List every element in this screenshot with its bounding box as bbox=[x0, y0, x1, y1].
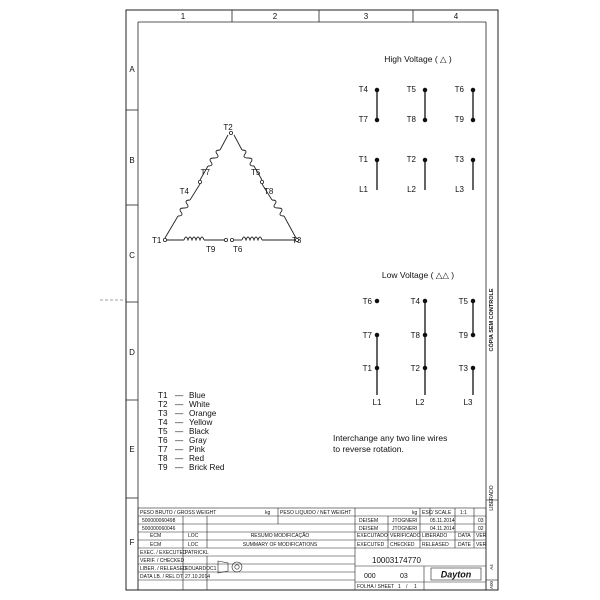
legend-color: Brick Red bbox=[189, 463, 225, 472]
legend-color: Pink bbox=[189, 445, 205, 454]
hv-label-t2: T2 bbox=[406, 155, 416, 164]
checked-header-en: CHECKED bbox=[390, 542, 415, 548]
gross-weight-unit: kg bbox=[265, 510, 271, 516]
side-text-a4: A4 bbox=[489, 564, 494, 570]
row-label-d: D bbox=[129, 348, 135, 357]
loc-header: LOC bbox=[188, 533, 199, 539]
executed-by-2: DEISEM bbox=[359, 526, 379, 532]
column-label-1: 1 bbox=[180, 12, 186, 21]
date-header-en: DATE bbox=[458, 542, 471, 548]
legend-dash: — bbox=[175, 391, 184, 400]
ecm-header: ECM bbox=[150, 533, 162, 539]
delta-label-t4: T4 bbox=[179, 187, 189, 196]
scale-esc-label: ESC bbox=[422, 510, 433, 516]
hv-label-t4: T4 bbox=[358, 85, 368, 94]
checked-header: VERIFICADO bbox=[390, 533, 421, 539]
sheet-label: FOLHA / SHEET bbox=[357, 584, 395, 590]
delta-label-t6: T6 bbox=[233, 245, 243, 254]
delta-label-t7: T7 bbox=[200, 168, 210, 177]
legend-color: White bbox=[189, 400, 210, 409]
row-label-b: B bbox=[129, 156, 135, 165]
lv-label-l1: L1 bbox=[372, 398, 382, 407]
legend-color: Gray bbox=[189, 436, 207, 445]
version-header: VER bbox=[476, 533, 487, 539]
lv-label-t8: T8 bbox=[410, 331, 420, 340]
color-legend bbox=[158, 391, 225, 472]
rev-date-1: 05.11.2014 bbox=[430, 518, 455, 524]
scale-value: 1:1 bbox=[460, 510, 467, 516]
legend-color: Orange bbox=[189, 409, 217, 418]
executed-header-en: EXECUTED bbox=[357, 542, 385, 548]
lv-label-t9: T9 bbox=[458, 331, 468, 340]
legend-color: Black bbox=[189, 427, 210, 436]
side-text-a00: A00 bbox=[489, 580, 494, 590]
legend-dash: — bbox=[175, 463, 184, 472]
legend-color: Yellow bbox=[189, 418, 213, 427]
delta-label-t3: T3 bbox=[292, 236, 302, 245]
high-voltage-diagram bbox=[375, 88, 474, 190]
column-label-3: 3 bbox=[363, 12, 369, 21]
hv-label-t9: T9 bbox=[454, 115, 464, 124]
loc-header-en: LOC bbox=[188, 542, 199, 548]
released-label: LIBER. / RELEASED bbox=[140, 566, 187, 572]
net-weight-unit: kg bbox=[412, 510, 418, 516]
legend-dash: — bbox=[175, 409, 184, 418]
summary-header-en: SUMMARY OF MODIFICATIONS bbox=[242, 542, 318, 548]
legend-terminal: T3 bbox=[158, 409, 168, 418]
legend-terminal: T6 bbox=[158, 436, 168, 445]
hv-label-t8: T8 bbox=[406, 115, 416, 124]
sheet-separator: / bbox=[406, 584, 408, 590]
released-header: LIBERADO bbox=[422, 533, 448, 539]
sheet-number: 1 bbox=[398, 584, 401, 590]
row-label-c: C bbox=[129, 251, 135, 260]
lv-label-t2: T2 bbox=[410, 364, 420, 373]
hv-label-t3: T3 bbox=[454, 155, 464, 164]
legend-terminal: T2 bbox=[158, 400, 168, 409]
legend-terminal: T9 bbox=[158, 463, 168, 472]
ecm-header-en: ECM bbox=[150, 542, 162, 548]
side-text-copy: CÓPIA SEM CONTROLE bbox=[489, 288, 495, 352]
checked-by-1: JTOGNERI bbox=[392, 518, 418, 524]
rev-version-1: 03 bbox=[478, 518, 484, 524]
column-label-2: 2 bbox=[272, 12, 278, 21]
net-weight-label: PESO LIQUIDO / NET WEIGHT bbox=[280, 510, 352, 516]
hv-label-l1: L1 bbox=[359, 185, 368, 194]
row-label-f: F bbox=[129, 538, 135, 547]
ecm-number-1: 500000060498 bbox=[142, 518, 176, 524]
checked-by-2: JTOGNERI bbox=[392, 526, 418, 532]
sheet-total: 1 bbox=[414, 584, 417, 590]
released-name: EDUARDOC1 bbox=[185, 566, 217, 572]
hv-label-l3: L3 bbox=[455, 185, 464, 194]
dayton-logo bbox=[431, 568, 481, 580]
legend-dash: — bbox=[175, 454, 184, 463]
released-header-en: RELEASED bbox=[422, 542, 449, 548]
legend-terminal: T7 bbox=[158, 445, 168, 454]
rotation-note-line1: Interchange any two line wires bbox=[333, 433, 448, 443]
legend-dash: — bbox=[175, 418, 184, 427]
low-voltage-diagram bbox=[375, 299, 474, 395]
hv-label-t1: T1 bbox=[358, 155, 368, 164]
lv-label-t7: T7 bbox=[362, 331, 372, 340]
column-label-4: 4 bbox=[453, 12, 459, 21]
rev-date-2: 04.11.2014 bbox=[430, 526, 455, 532]
release-date-value: 27.10.2014 bbox=[185, 574, 211, 580]
executed-name: PATRICKL bbox=[185, 550, 209, 556]
release-date-label: DATA LB. / REL DT bbox=[140, 574, 183, 580]
lv-label-t6: T6 bbox=[362, 297, 372, 306]
rev-version-2: 02 bbox=[478, 526, 484, 532]
checked-label: VERIF. / CHECKED bbox=[140, 558, 185, 564]
lv-label-l2: L2 bbox=[415, 398, 425, 407]
lv-label-t1: T1 bbox=[362, 364, 372, 373]
legend-color: Red bbox=[189, 454, 205, 463]
delta-label-t9: T9 bbox=[206, 245, 216, 254]
summary-header: RESUMO MODIFICAÇÃO bbox=[250, 533, 310, 539]
legend-dash: — bbox=[175, 427, 184, 436]
delta-label-t8: T8 bbox=[264, 187, 274, 196]
executed-header: EXECUTADO bbox=[357, 533, 388, 539]
hv-label-t7: T7 bbox=[358, 115, 368, 124]
part-number: 10003174770 bbox=[372, 556, 421, 565]
legend-dash: — bbox=[175, 400, 184, 409]
scale-label: / SCALE bbox=[432, 510, 452, 516]
legend-terminal: T5 bbox=[158, 427, 168, 436]
legend-terminal: T4 bbox=[158, 418, 168, 427]
lv-label-t4: T4 bbox=[410, 297, 420, 306]
version-header-en: VER bbox=[476, 542, 487, 548]
legend-color: Blue bbox=[189, 391, 206, 400]
executed-label: EXEC. / EXECUTED bbox=[140, 550, 187, 556]
side-text-released: LIBERADO bbox=[489, 485, 495, 511]
projection-symbol-icon bbox=[218, 561, 242, 573]
document-code: 000 bbox=[364, 573, 376, 580]
gross-weight-label: PESO BRUTO / GROSS WEIGHT bbox=[140, 510, 217, 516]
rotation-note-line2: to reverse rotation. bbox=[333, 444, 404, 454]
delta-label-t2: T2 bbox=[223, 123, 233, 132]
legend-terminal: T1 bbox=[158, 391, 168, 400]
lv-label-t3: T3 bbox=[458, 364, 468, 373]
low-voltage-title: Low Voltage ( △△ ) bbox=[381, 270, 455, 280]
hv-label-l2: L2 bbox=[407, 185, 416, 194]
legend-dash: — bbox=[175, 445, 184, 454]
hv-label-t6: T6 bbox=[454, 85, 464, 94]
brand-name: Dayton bbox=[440, 569, 472, 580]
lv-label-t5: T5 bbox=[458, 297, 468, 306]
delta-label-t5: T5 bbox=[251, 168, 261, 177]
document-revision: 03 bbox=[400, 573, 408, 580]
ecm-number-2: 500000060046 bbox=[142, 526, 176, 532]
legend-terminal: T8 bbox=[158, 454, 168, 463]
legend-dash: — bbox=[175, 436, 184, 445]
delta-label-t1: T1 bbox=[152, 236, 162, 245]
row-label-e: E bbox=[129, 445, 135, 454]
row-label-a: A bbox=[129, 65, 135, 74]
date-header: DATA bbox=[458, 533, 471, 539]
hv-label-t5: T5 bbox=[406, 85, 416, 94]
sheet-frame bbox=[126, 10, 498, 590]
high-voltage-title: High Voltage ( △ ) bbox=[384, 54, 452, 64]
lv-label-l3: L3 bbox=[463, 398, 473, 407]
executed-by-1: DEISEM bbox=[359, 518, 379, 524]
